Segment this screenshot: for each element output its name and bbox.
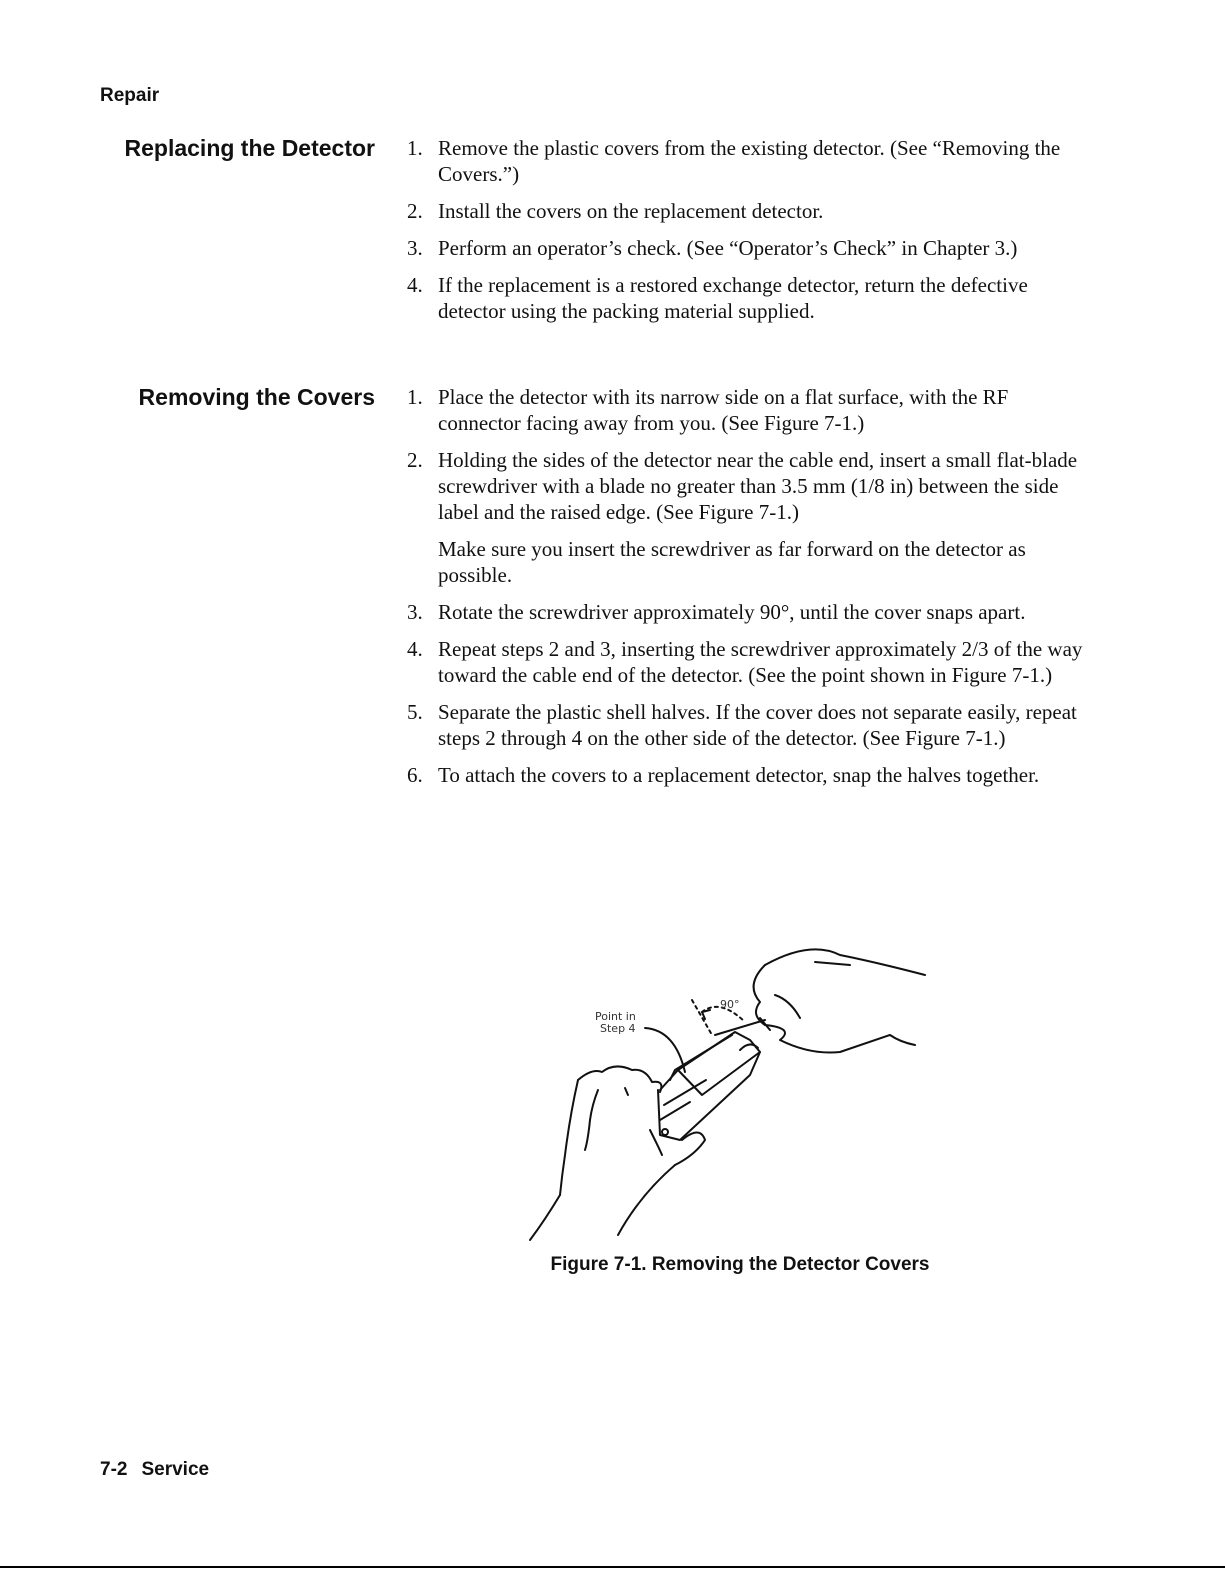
right-hand-outline [765, 949, 925, 975]
list-item [407, 447, 1087, 588]
step-number: 4. [407, 637, 423, 661]
figure-caption: Figure 7-1. Removing the Detector Covers [550, 1254, 930, 1275]
step-text: Holding the sides of the detector near the cable end, insert a small flat-blade screwdriver with a blade no greater than 3.5 mm (1/8 in) between the side label and the raised edge. (See Figure 7-1.) [438, 448, 1078, 524]
list-item [407, 384, 1087, 436]
step-number: 2. [407, 199, 423, 223]
left-hand-outline [578, 1066, 661, 1092]
label-point-in: Point in [595, 1010, 636, 1023]
figure-removing-detector-covers [420, 940, 1060, 1245]
step-note: Make sure you insert the screwdriver as far forward on the detector as possible. [438, 537, 1026, 587]
angle-dashed-line [692, 1000, 712, 1035]
running-head: Repair [100, 85, 160, 106]
step-number: 2. [407, 448, 423, 472]
list-item [407, 762, 1087, 788]
list-item [407, 699, 1087, 751]
page-number: 7-2 [100, 1459, 128, 1480]
footer-section: Service [141, 1459, 210, 1480]
screwdriver-shaft [715, 1020, 765, 1035]
list-item [407, 599, 1087, 625]
page-footer [100, 1459, 209, 1481]
detector-hands-illustration [420, 940, 1060, 1245]
step-number: 1. [407, 385, 423, 409]
step-text: To attach the covers to a replacement detector, snap the halves together. [438, 763, 1040, 787]
list-item [407, 198, 1087, 224]
step-text: Repeat steps 2 and 3, inserting the screwdriver approximately 2/3 of the way toward the cable end of the detector. (See the point shown in Figure 7-1.) [438, 637, 1083, 687]
detector-body [678, 1032, 760, 1095]
point-leader-line [645, 1028, 685, 1072]
step-text: Perform an operator’s check. (See “Operator’s Check” in Chapter 3.) [438, 236, 1018, 260]
step-text: Remove the plastic covers from the existing detector. (See “Removing the Covers.”) [438, 136, 1061, 186]
step-text: Install the covers on the replacement detector. [438, 199, 824, 223]
step-number: 3. [407, 236, 423, 260]
step-text: If the replacement is a restored exchange detector, return the defective detector using the packing material supplied. [438, 273, 1028, 323]
step-text: Separate the plastic shell halves. If the cover does not separate easily, repeat steps 2 through 4 on the other side of the detector. (See Figure 7-1.) [438, 700, 1077, 750]
step-text: Place the detector with its narrow side on a flat surface, with the RF connector facing away from you. (See Figure 7-1.) [438, 385, 1009, 435]
step-number: 1. [407, 136, 423, 160]
section-heading-replacing-detector: Replacing the Detector [124, 135, 375, 161]
bottom-rule [0, 1566, 1225, 1568]
replacing-detector-steps [407, 135, 1087, 335]
removing-covers-steps [407, 384, 1087, 799]
label-angle: 90° [720, 998, 740, 1011]
section-heading-removing-covers: Removing the Covers [138, 384, 375, 410]
list-item [407, 636, 1087, 688]
label-step-4: Step 4 [600, 1022, 636, 1035]
list-item [407, 235, 1087, 261]
step-number: 6. [407, 763, 423, 787]
list-item [407, 135, 1087, 187]
step-number: 4. [407, 273, 423, 297]
step-number: 3. [407, 600, 423, 624]
list-item [407, 272, 1087, 324]
step-number: 5. [407, 700, 423, 724]
step-text: Rotate the screwdriver approximately 90°, until the cover snaps apart. [438, 600, 1026, 624]
